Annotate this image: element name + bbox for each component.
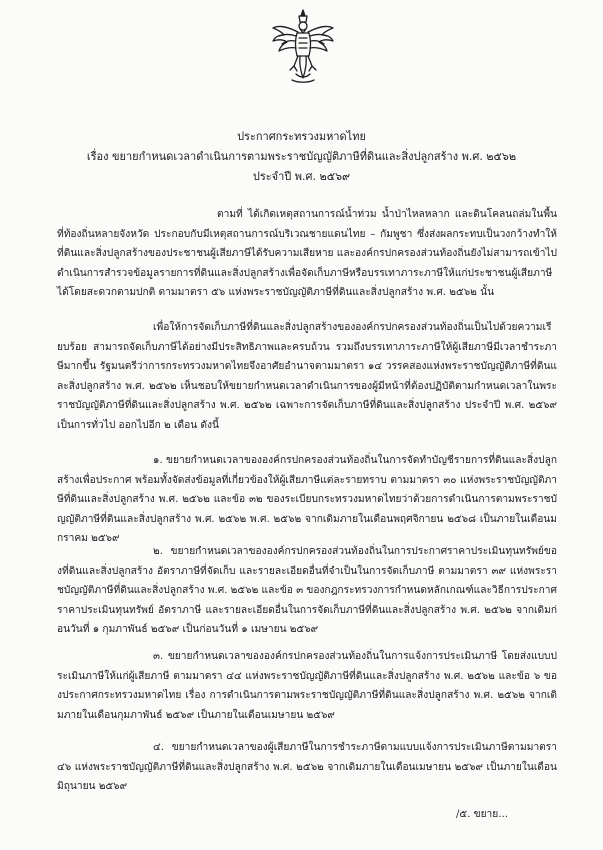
clause-4: ๔. ขยายกำหนดเวลาของผู้เสียภาษีในการชำระภาษีตามแบบแจ้งการประเมินภาษีตามมาตรา ๔๖ แห่งพระราชบัญญัติภาษีที่ดินและสิ่งปลูกสร้าง พ.ศ. ๒๕๖๒ จากเดิมภายในเดือนเมษายน ๒๕๖๙ เป็นภายในเดือนมิถุนายน ๒๕๖๙ bbox=[57, 742, 557, 793]
announcement-title: ประกาศกระทรวงมหาดไทย bbox=[237, 130, 366, 143]
clause-2: ๒. ขยายกำหนดเวลาขององค์กรปกครองส่วนท้องถิ่นในการประกาศราคาประเมินทุนทรัพย์ของที่ดินและสิ่งปลูกสร้าง อัตราภาษีที่จัดเก็บ และรายละเอียดอื่นที่จำเป็นในการจัดเก็บภาษี ตามมาตรา ๓๙ แห่งพระราชบัญญัติภาษีที่ดินและสิ่งปลูกสร้าง พ.ศ. ๒๕๖๒ และข้อ ๓ ของกฎกระทรวงการกำหนดหลักเกณฑ์และวิธีการประกาศราคาประเมินทุนทรัพย์ อัตราภาษี และรายละเอียดอื่นในการจัดเก็บภาษีที่ดินและสิ่งปลูกสร้าง พ.ศ. ๒๕๖๒ จากเดิมก่อนวันที่ ๑ กุมภาพันธ์ ๒๕๖๙ เป็นก่อนวันที่ ๑ เมษายน ๒๕๖๙ bbox=[57, 546, 557, 636]
paragraph-background: ตามที่ ได้เกิดเหตุสถานการณ์น้ำท่วม น้ำป่าไหลหลาก และดินโคลนถล่มในพื้นที่ท้องถิ่นหลายจังหวัด ประกอบกับมีเหตุสถานการณ์บริเวณชายแดนไทย – กัมพูชา ซึ่งส่งผลกระทบเป็นวงกว้างทำให้ที่ดินและสิ่งปลูกสร้างของประชาชนผู้เสียภาษีได้รับความเสียหาย และองค์กรปกครองส่วนท้องถิ่นยังไม่สามารถเข้าไปดำเนินการสำรวจข้อมูลรายการที่ดินและสิ่งปลูกสร้างเพื่อจัดเก็บภาษีหรือบรรเทาภาระภาษีให้แก่ประชาชนผู้เสียภาษีได้โดยสะดวกตามปกติ ตามมาตรา ๕๖ แห่งพระราชบัญญัติภาษีที่ดินและสิ่งปลูกสร้าง พ.ศ. ๒๕๖๒ นั้น bbox=[57, 209, 558, 299]
clause-1: ๑. ขยายกำหนดเวลาขององค์กรปกครองส่วนท้องถิ่นในการจัดทำบัญชีรายการที่ดินและสิ่งปลูกสร้างเพื่อประกาศ พร้อมทั้งจัดส่งข้อมูลที่เกี่ยวข้องให้ผู้เสียภาษีแต่ละรายทราบ ตามมาตรา ๓๐ แห่งพระราชบัญญัติภาษีที่ดินและสิ่งปลูกสร้าง พ.ศ. ๒๕๖๒ และข้อ ๓๒ ของระเบียบกระทรวงมหาดไทยว่าด้วยการดำเนินการตามพระราชบัญญัติภาษีที่ดินและสิ่งปลูกสร้าง พ.ศ. ๒๕๖๒ พ.ศ. ๒๕๖๒ จากเดิมภายในเดือนพฤศจิกายน ๒๕๖๘ เป็นภายในเดือนมกราคม ๒๕๖๙ bbox=[57, 455, 557, 545]
continuation-marker: /๕. ขยาย... bbox=[456, 809, 508, 820]
clause-3: ๓. ขยายกำหนดเวลาขององค์กรปกครองส่วนท้องถิ่นในการแจ้งการประเมินภาษี โดยส่งแบบประเมินภาษีให้แก่ผู้เสียภาษี ตามมาตรา ๔๔ แห่งพระราชบัญญัติภาษีที่ดินและสิ่งปลูกสร้าง พ.ศ. ๒๕๖๒ และข้อ ๖ ของประกาศกระทรวงมหาดไทย เรื่อง การดำเนินการตามพระราชบัญญัติภาษีที่ดินและสิ่งปลูกสร้าง พ.ศ. ๒๕๖๒ จากเดิมภายในเดือนกุมภาพันธ์ ๒๕๖๙ เป็นภายในเดือนเมษายน ๒๕๖๙ bbox=[57, 651, 557, 721]
announcement-subject: เรื่อง ขยายกำหนดเวลาดำเนินการตามพระราชบัญญัติภาษีที่ดินและสิ่งปลูกสร้าง พ.ศ. ๒๕๖๒ bbox=[86, 150, 517, 163]
announcement-year: ประจำปี พ.ศ. ๒๕๖๙ bbox=[252, 170, 351, 183]
garuda-emblem-icon bbox=[270, 8, 336, 84]
paragraph-purpose: เพื่อให้การจัดเก็บภาษีที่ดินและสิ่งปลูกสร้างขององค์กรปกครองส่วนท้องถิ่นเป็นไปด้วยความเรียบร้อย สามารถจัดเก็บภาษีได้อย่างมีประสิทธิภาพและครบถ้วน รวมถึงบรรเทาภาระภาษีให้ผู้เสียภาษีมีเวลาชำระภาษีมากขึ้น รัฐมนตรีว่าการกระทรวงมหาดไทยจึงอาศัยอำนาจตามมาตรา ๑๔ วรรคสองแห่งพระราชบัญญัติภาษีที่ดินและสิ่งปลูกสร้าง พ.ศ. ๒๕๖๒ เห็นชอบให้ขยายกำหนดเวลาดำเนินการของผู้มีหน้าที่ต้องปฏิบัติตามกำหนดเวลาในพระราชบัญญัติภาษีที่ดินและสิ่งปลูกสร้าง พ.ศ. ๒๕๖๒ เฉพาะการจัดเก็บภาษีที่ดินและสิ่งปลูกสร้าง ประจำปี พ.ศ. ๒๕๖๙ เป็นการทั่วไป ออกไปอีก ๒ เดือน ดังนี้ bbox=[57, 322, 557, 431]
